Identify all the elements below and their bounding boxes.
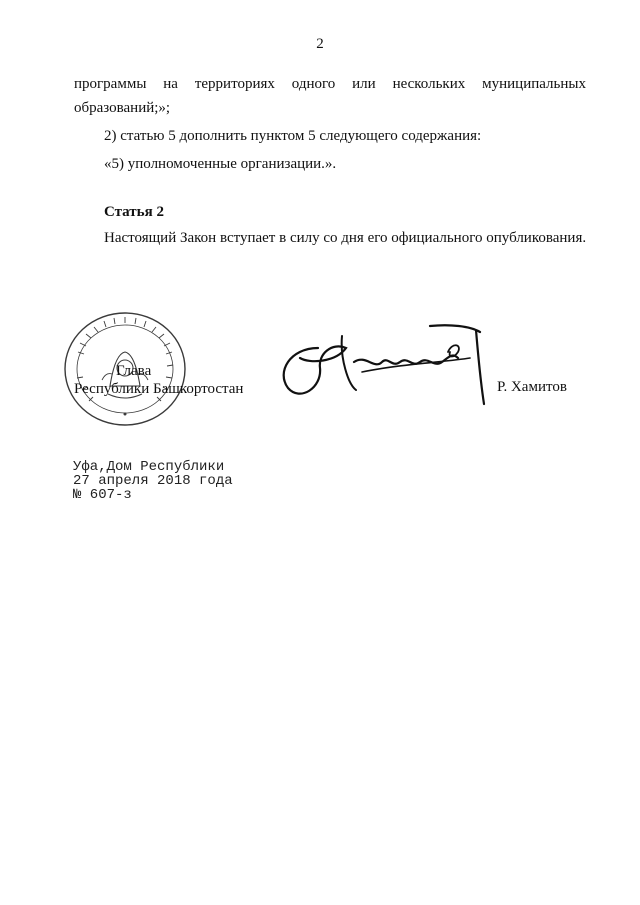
word: программы [74, 76, 147, 92]
word: одного [291, 76, 336, 92]
signer-name: Р. Хамитов [497, 379, 567, 395]
word: или [352, 76, 376, 92]
paragraph-line-1 [74, 74, 586, 94]
handwritten-signature [270, 318, 500, 408]
footer-date: 27 апреля 2018 года [73, 473, 233, 489]
amendment-item-2: 2) статью 5 дополнить пунктом 5 следующего содержания: [104, 128, 482, 144]
article-heading: Статья 2 [104, 204, 164, 220]
signer-title [74, 362, 243, 398]
article-text: Настоящий Закон вступает в силу со дня его официального опубликования. [104, 230, 587, 246]
page-number: 2 [316, 36, 324, 52]
word: территориях [194, 76, 275, 92]
amendment-item-5: «5) уполномоченные организации.». [104, 156, 337, 172]
signer-title-line-1: Глава [116, 363, 152, 379]
signer-title-line-2: Республики Башкортостан [74, 381, 244, 397]
footer-place: Уфа,Дом Республики [73, 459, 225, 475]
word: на [163, 76, 178, 92]
footer-number: № 607-з [73, 487, 132, 503]
paragraph-line-2: образований;»; [74, 100, 171, 116]
word: муниципальных [482, 76, 586, 92]
document-footer [73, 460, 233, 502]
word: нескольких [392, 76, 466, 92]
